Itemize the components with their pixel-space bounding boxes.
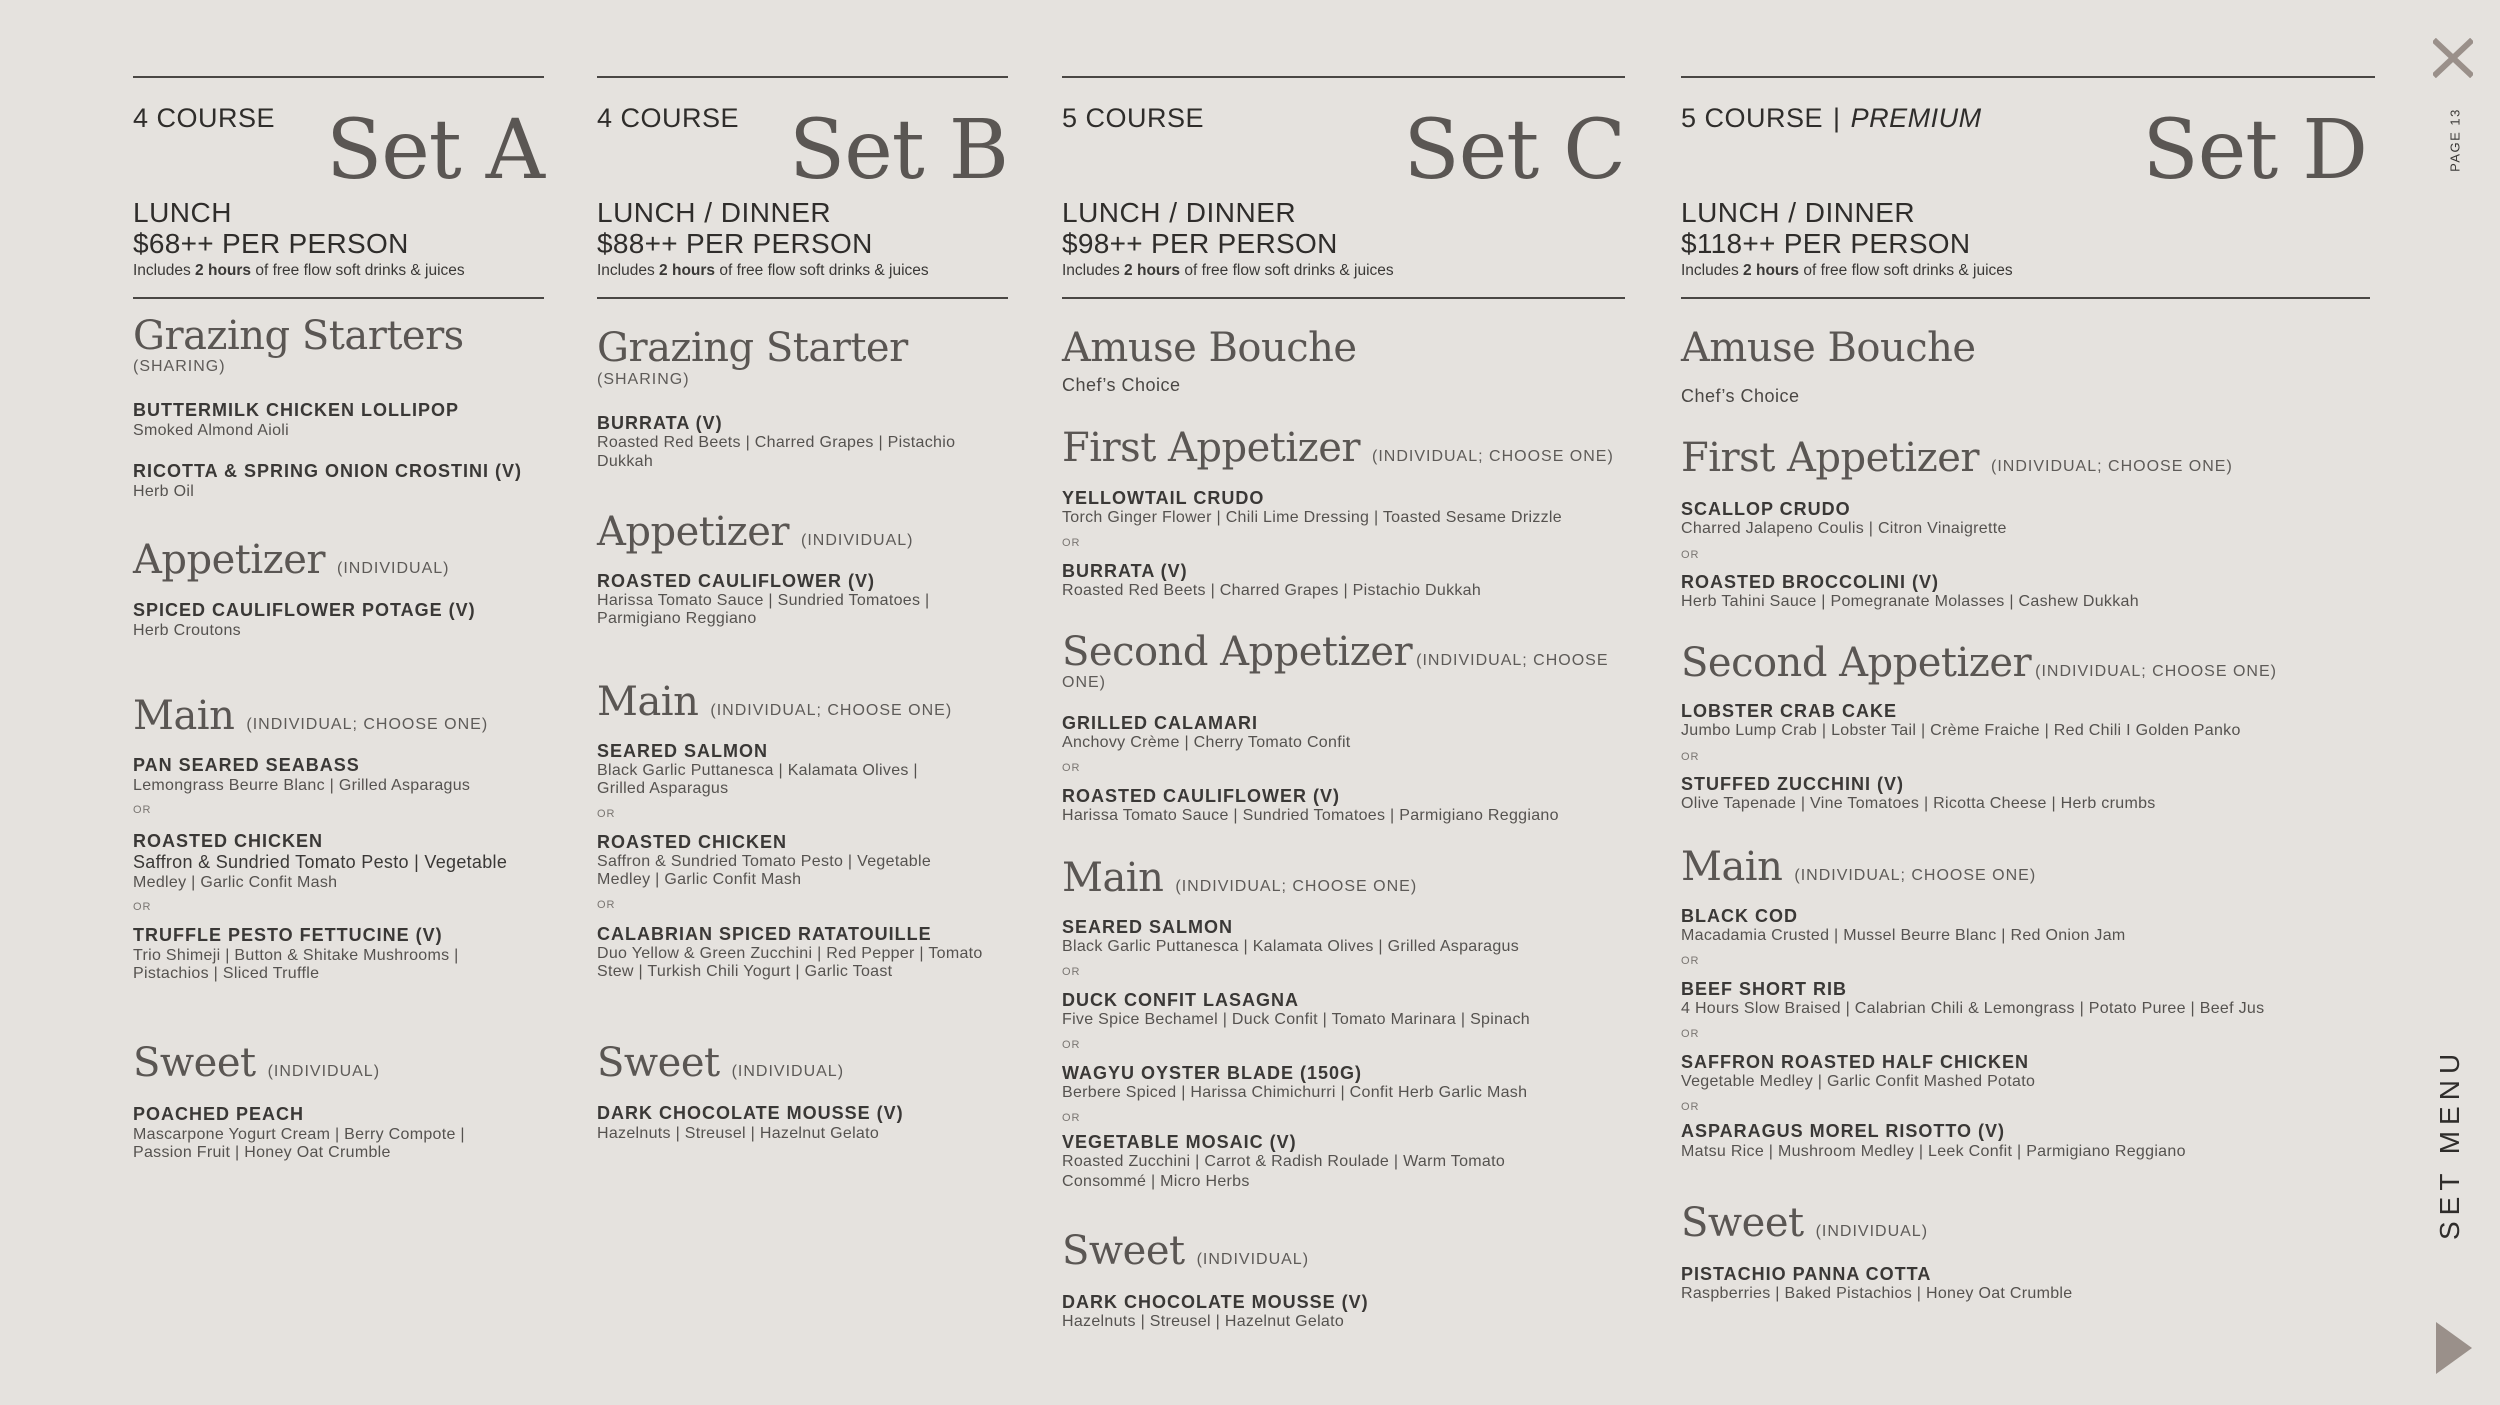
dish-name: PISTACHIO PANNA COTTA (1681, 1264, 1932, 1284)
dish-name: ROASTED CHICKEN (133, 831, 324, 851)
mid-rule (597, 297, 1008, 299)
section-title: Grazing Starters (133, 313, 464, 359)
dish-name: DARK CHOCOLATE MOUSSE (V) (1062, 1292, 1369, 1312)
dish-desc: Consommé | Micro Herbs (1062, 1173, 1250, 1190)
includes-note: Includes 2 hours of free flow soft drinks & juices (597, 262, 929, 279)
section-note: Chef’s Choice (1062, 375, 1181, 395)
or-divider: OR (133, 901, 152, 913)
top-rule (133, 76, 544, 78)
dish-desc: Black Garlic Puttanesca | Kalamata Olives | Grilled Asparagus (1062, 938, 1520, 955)
dish-name: ROASTED CAULIFLOWER (V) (597, 571, 875, 591)
course-count: 4 COURSE (597, 103, 740, 133)
or-divider: OR (1062, 1112, 1081, 1124)
dish-desc: Roasted Zucchini | Carrot & Radish Roulade | Warm Tomato (1062, 1153, 1506, 1170)
course-count: 5 COURSE (1062, 103, 1205, 133)
section-title: Appetizer (INDIVIDUAL) (133, 537, 450, 583)
close-x-icon[interactable] (2433, 38, 2473, 78)
dish-name: ROASTED CHICKEN (597, 832, 788, 852)
dish-name: BURRATA (V) (597, 413, 723, 433)
dish-desc: Medley | Garlic Confit Mash (597, 871, 802, 888)
dish-desc: Hazelnuts | Streusel | Hazelnut Gelato (597, 1125, 880, 1142)
dish-name: SEARED SALMON (597, 741, 769, 761)
meal-type: LUNCH / DINNER (597, 197, 832, 228)
dish-name: WAGYU OYSTER BLADE (150G) (1062, 1063, 1363, 1083)
or-divider: OR (1681, 751, 1700, 763)
dish-name: GRILLED CALAMARI (1062, 713, 1258, 733)
dish-name: DUCK CONFIT LASAGNA (1062, 990, 1299, 1010)
dish-name: SEARED SALMON (1062, 917, 1234, 937)
dish-name: TRUFFLE PESTO FETTUCINE (V) (133, 925, 443, 945)
dish-desc: Pistachios | Sliced Truffle (133, 965, 320, 982)
dish-desc: Stew | Turkish Chili Yogurt | Garlic Toast (597, 963, 893, 980)
dish-desc: Mascarpone Yogurt Cream | Berry Compote | (133, 1126, 465, 1143)
price: $118++ PER PERSON (1681, 228, 1971, 259)
section-title: First Appetizer (INDIVIDUAL; CHOOSE ONE) (1062, 425, 1614, 471)
dish-desc: Anchovy Crème | Cherry Tomato Confit (1062, 734, 1351, 751)
section-note-wrap: ONE) (1062, 674, 1106, 691)
dish-desc: Black Garlic Puttanesca | Kalamata Olives | (597, 762, 918, 779)
set-a-column (133, 0, 544, 1405)
set-name: Set A (326, 103, 544, 198)
dish-desc: Charred Jalapeno Coulis | Citron Vinaigrette (1681, 520, 2007, 537)
course-count: 5 COURSE | PREMIUM (1681, 103, 1982, 133)
dish-desc: Duo Yellow & Green Zucchini | Red Pepper | Tomato (597, 945, 983, 962)
meal-type: LUNCH / DINNER (1062, 197, 1297, 228)
dish-desc: Lemongrass Beurre Blanc | Grilled Asparagus (133, 777, 471, 794)
dish-desc: Dukkah (597, 453, 654, 470)
section-note: Chef’s Choice (1681, 386, 1800, 406)
dish-desc: Harissa Tomato Sauce | Sundried Tomatoes | (597, 592, 930, 609)
dish-desc: Macadamia Crusted | Mussel Beurre Blanc | Red Onion Jam (1681, 927, 2126, 944)
dish-name: POACHED PEACH (133, 1104, 305, 1124)
top-rule (1062, 76, 1625, 78)
dish-name: PAN SEARED SEABASS (133, 755, 360, 775)
dish-desc: Torch Ginger Flower | Chili Lime Dressing | Toasted Sesame Drizzle (1062, 509, 1562, 526)
dish-name: ROASTED CAULIFLOWER (V) (1062, 786, 1340, 806)
price: $88++ PER PERSON (597, 228, 873, 259)
section-note: (SHARING) (597, 371, 690, 388)
dish-desc: Medley | Garlic Confit Mash (133, 874, 338, 891)
section-title: Second Appetizer (INDIVIDUAL; CHOOSE ONE) (1681, 640, 2277, 686)
section-title: Main (INDIVIDUAL; CHOOSE ONE) (1062, 855, 1418, 901)
set-name: Set B (789, 103, 1008, 198)
section-title: Second Appetizer (INDIVIDUAL; CHOOSE (1062, 629, 1609, 675)
play-next-icon[interactable] (2434, 1320, 2474, 1376)
or-divider: OR (1062, 1039, 1081, 1051)
dish-desc: Berbere Spiced | Harissa Chimichurri | Confit Herb Garlic Mash (1062, 1084, 1528, 1101)
set-d-column (1681, 0, 2375, 1405)
dish-desc: Herb Croutons (133, 622, 241, 639)
or-divider: OR (1681, 955, 1700, 967)
meal-type: LUNCH / DINNER (1681, 197, 1916, 228)
dish-desc: Raspberries | Baked Pistachios | Honey Oat Crumble (1681, 1285, 2073, 1302)
includes-note: Includes 2 hours of free flow soft drinks & juices (133, 262, 465, 279)
dish-desc: Saffron & Sundried Tomato Pesto | Vegetable (133, 852, 508, 872)
mid-rule (1062, 297, 1625, 299)
dish-name: VEGETABLE MOSAIC (V) (1062, 1132, 1297, 1152)
dish-desc: Herb Tahini Sauce | Pomegranate Molasses | Cashew Dukkah (1681, 593, 2139, 610)
course-count: 4 COURSE (133, 103, 276, 133)
section-title: First Appetizer (INDIVIDUAL; CHOOSE ONE) (1681, 435, 2233, 481)
section-title: Main (INDIVIDUAL; CHOOSE ONE) (133, 693, 489, 739)
section-title: Sweet (INDIVIDUAL) (597, 1040, 845, 1086)
or-divider: OR (1681, 549, 1700, 561)
dish-desc: Passion Fruit | Honey Oat Crumble (133, 1144, 391, 1161)
dish-desc: Roasted Red Beets | Charred Grapes | Pistachio Dukkah (1062, 582, 1482, 599)
price: $68++ PER PERSON (133, 228, 409, 259)
dish-name: DARK CHOCOLATE MOUSSE (V) (597, 1103, 904, 1123)
dish-desc: Parmigiano Reggiano (597, 610, 757, 627)
dish-name: CALABRIAN SPICED RATATOUILLE (597, 924, 932, 944)
or-divider: OR (133, 804, 152, 816)
section-title: Sweet (INDIVIDUAL) (1681, 1200, 1929, 1246)
top-rule (597, 76, 1008, 78)
section-title: Sweet (INDIVIDUAL) (133, 1040, 381, 1086)
page-number: PAGE 13 (2447, 108, 2463, 172)
section-title: Main (INDIVIDUAL; CHOOSE ONE) (597, 679, 953, 725)
or-divider: OR (1681, 1028, 1700, 1040)
dish-name: LOBSTER CRAB CAKE (1681, 701, 1898, 721)
or-divider: OR (597, 899, 616, 911)
section-title: Appetizer (INDIVIDUAL) (597, 509, 914, 555)
dish-desc: 4 Hours Slow Braised | Calabrian Chili & Lemongrass | Potato Puree | Beef Jus (1681, 1000, 2265, 1017)
dish-name: BEEF SHORT RIB (1681, 979, 1848, 999)
dish-desc: Olive Tapenade | Vine Tomatoes | Ricotta Cheese | Herb crumbs (1681, 795, 2156, 812)
dish-name: ASPARAGUS MOREL RISOTTO (V) (1681, 1121, 2006, 1141)
dish-name: ROASTED BROCCOLINI (V) (1681, 572, 1939, 592)
dish-desc: Jumbo Lump Crab | Lobster Tail | Crème Fraiche | Red Chili I Golden Panko (1681, 722, 2241, 739)
dish-desc: Matsu Rice | Mushroom Medley | Leek Confit | Parmigiano Reggiano (1681, 1143, 2186, 1160)
side-title: SET MENU (2434, 1047, 2465, 1240)
dish-desc: Roasted Red Beets | Charred Grapes | Pistachio (597, 434, 956, 451)
meal-type: LUNCH (133, 197, 232, 228)
top-rule (1681, 76, 2375, 78)
dish-desc: Five Spice Bechamel | Duck Confit | Tomato Marinara | Spinach (1062, 1011, 1531, 1028)
dish-desc: Saffron & Sundried Tomato Pesto | Vegetable (597, 853, 932, 870)
dish-name: RICOTTA & SPRING ONION CROSTINI (V) (133, 461, 522, 481)
or-divider: OR (1681, 1101, 1700, 1113)
dish-name: BLACK COD (1681, 906, 1798, 926)
section-note: (SHARING) (133, 358, 226, 375)
includes-note: Includes 2 hours of free flow soft drinks & juices (1681, 262, 2013, 279)
dish-name: BURRATA (V) (1062, 561, 1188, 581)
dish-desc: Herb Oil (133, 483, 195, 500)
dish-name: STUFFED ZUCCHINI (V) (1681, 774, 1904, 794)
dish-name: SCALLOP CRUDO (1681, 499, 1851, 519)
dish-desc: Vegetable Medley | Garlic Confit Mashed Potato (1681, 1073, 2036, 1090)
set-b-column (597, 0, 1008, 1405)
premium-label: PREMIUM (1850, 103, 1982, 133)
dish-desc: Harissa Tomato Sauce | Sundried Tomatoes | Parmigiano Reggiano (1062, 807, 1559, 824)
set-name: Set C (1403, 103, 1625, 198)
section-title: Main (INDIVIDUAL; CHOOSE ONE) (1681, 844, 2037, 890)
section-title: Grazing Starter (597, 325, 908, 371)
dish-name: SPICED CAULIFLOWER POTAGE (V) (133, 600, 476, 620)
dish-desc: Grilled Asparagus (597, 780, 729, 797)
set-c-column (1062, 0, 1625, 1405)
or-divider: OR (1062, 966, 1081, 978)
dish-desc: Smoked Almond Aioli (133, 422, 290, 439)
or-divider: OR (1062, 537, 1081, 549)
includes-note: Includes 2 hours of free flow soft drinks & juices (1062, 262, 1394, 279)
or-divider: OR (597, 808, 616, 820)
dish-desc: Hazelnuts | Streusel | Hazelnut Gelato (1062, 1313, 1345, 1330)
section-title: Sweet (INDIVIDUAL) (1062, 1228, 1310, 1274)
dish-name: BUTTERMILK CHICKEN LOLLIPOP (133, 400, 459, 420)
section-title: Amuse Bouche (1062, 325, 1357, 371)
or-divider: OR (1062, 762, 1081, 774)
section-title: Amuse Bouche (1681, 325, 1976, 371)
set-name: Set D (2142, 103, 2367, 198)
mid-rule (133, 297, 544, 299)
dish-name: SAFFRON ROASTED HALF CHICKEN (1681, 1052, 2029, 1072)
mid-rule (1681, 297, 2370, 299)
dish-name: YELLOWTAIL CRUDO (1062, 488, 1265, 508)
price: $98++ PER PERSON (1062, 228, 1338, 259)
dish-desc: Trio Shimeji | Button & Shitake Mushrooms | (133, 947, 459, 964)
